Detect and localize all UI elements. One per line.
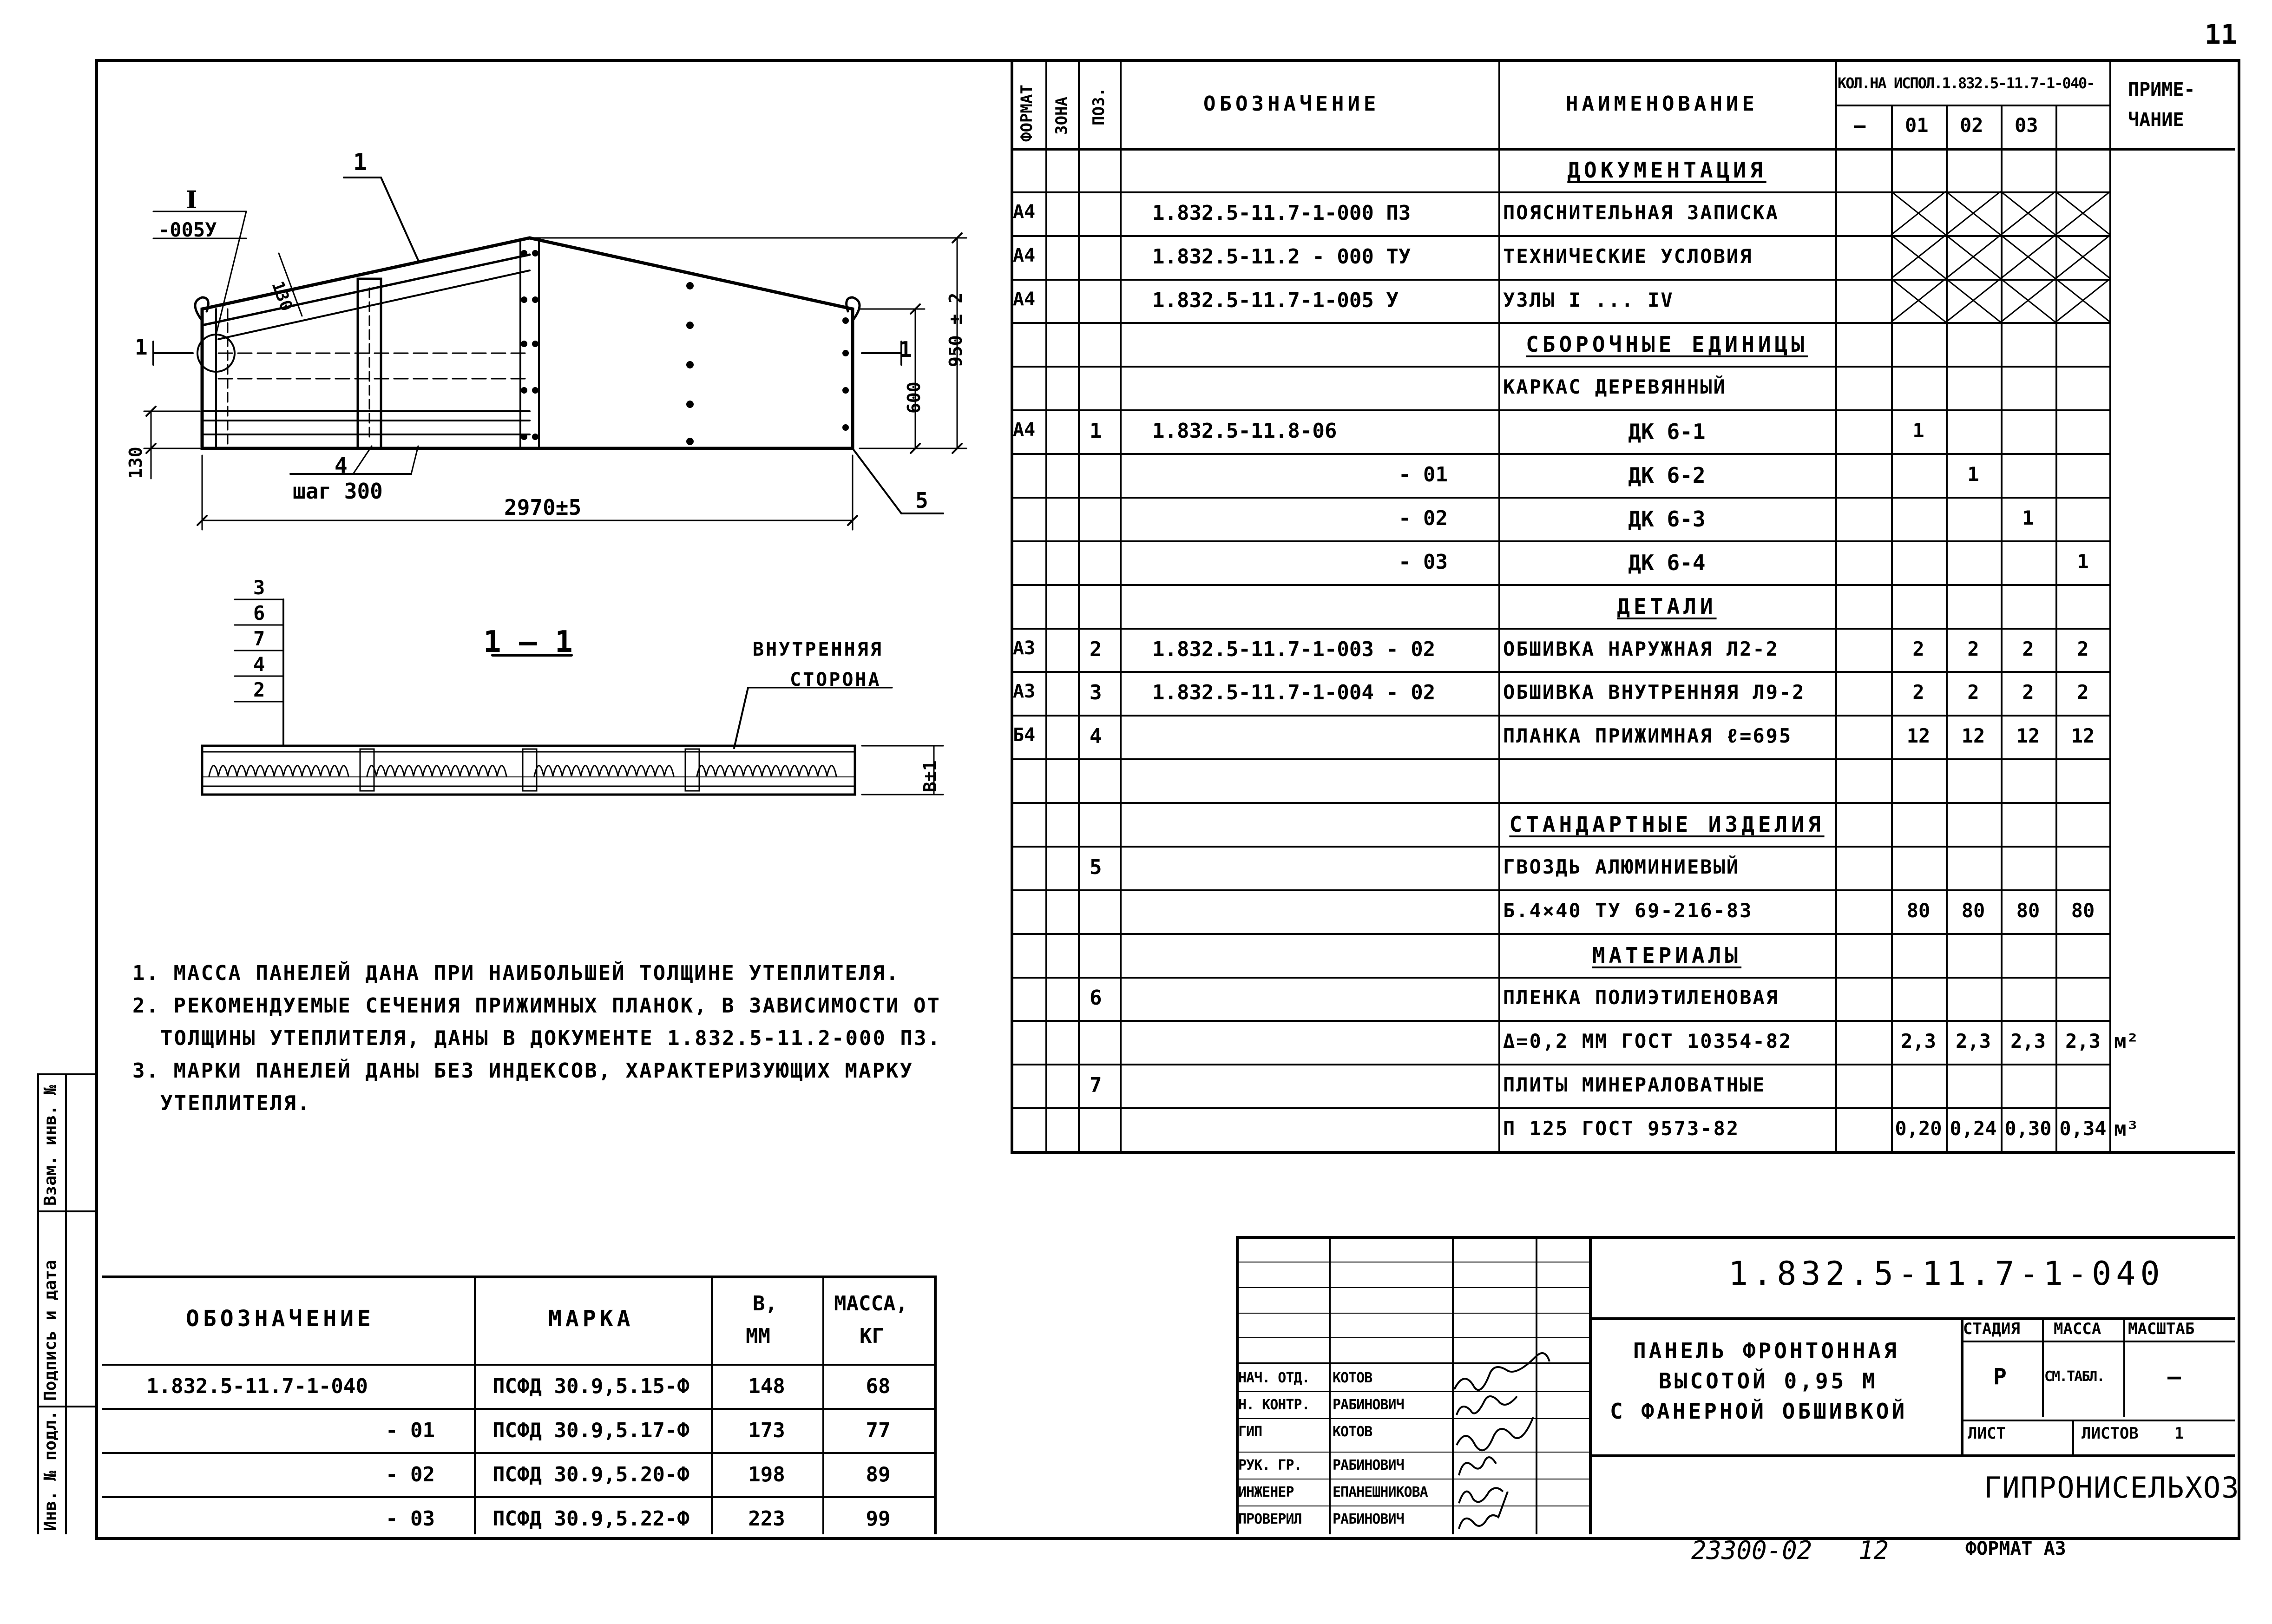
mass-header-b-2: ММ <box>746 1324 770 1348</box>
spec-qty: 12 <box>2016 724 2040 747</box>
spec-name: ДК 6-4 <box>1628 550 1706 575</box>
mass-header-designation: ОБОЗНАЧЕНИЕ <box>186 1306 374 1332</box>
spec-designation: 1.832.5-11.8-06 <box>1152 419 1337 443</box>
spec-designation: - 03 <box>1399 550 1448 574</box>
spec-pos: 7 <box>1090 1073 1102 1097</box>
header-note-2: ЧАНИЕ <box>2128 109 2184 131</box>
spec-name: ОБШИВКА НАРУЖНАЯ Л2-2 <box>1503 638 1780 660</box>
person-role: ИНЖЕНЕР <box>1238 1484 1294 1500</box>
mass-mark: ПСФД 30.9,5.20-Ф <box>492 1463 689 1486</box>
spec-designation: 1.832.5-11.7-1-004 - 02 <box>1152 681 1436 704</box>
spec-qty: 80 <box>1961 899 1985 922</box>
person-name: РАБИНОВИЧ <box>1333 1397 1404 1413</box>
person-name: КОТОВ <box>1333 1370 1372 1386</box>
spec-name: ПЛИТЫ МИНЕРАЛОВАТНЫЕ <box>1503 1073 1766 1096</box>
mass-mark: ПСФД 30.9,5.22-Ф <box>492 1507 689 1531</box>
spec-qty: 2 <box>2022 638 2034 660</box>
doc-number: 1.832.5-11.7-1-040 <box>1728 1255 2165 1293</box>
header-qty: КОЛ.НА ИСПОЛ.1.832.5-11.7-1-040- <box>1838 74 2095 92</box>
mass-b: 173 <box>748 1419 785 1442</box>
person-name: РАБИНОВИЧ <box>1333 1457 1404 1473</box>
spec-format: Б4 <box>1013 724 1036 746</box>
spec-pos: 1 <box>1090 419 1102 443</box>
person-name: ЕПАНЕШНИКОВА <box>1333 1484 1428 1500</box>
pitch-label: шаг 300 <box>293 479 383 504</box>
sheets-label: ЛИСТОВ <box>2082 1424 2139 1443</box>
spec-name: Δ=0,2 ММ ГОСТ 10354-82 <box>1503 1030 1793 1052</box>
spec-qty: 0,34 <box>2059 1117 2107 1140</box>
note-3-cont: УТЕПЛИТЕЛЯ. <box>160 1091 311 1115</box>
layer-label-4: 4 <box>253 653 265 676</box>
spec-designation: 1.832.5-11.7-1-000 ПЗ <box>1152 201 1411 225</box>
mass-value: 68 <box>866 1374 891 1398</box>
footer-page: 12 <box>1858 1536 1889 1565</box>
dim-130-left: 130 <box>125 447 146 479</box>
header-zone: ЗОНА <box>1052 97 1071 135</box>
mass-designation: - 03 <box>386 1507 435 1531</box>
spec-section-heading: ДОКУМЕНТАЦИЯ <box>1567 158 1766 183</box>
layer-label-7: 7 <box>253 627 265 650</box>
spec-qty: 80 <box>2016 899 2040 922</box>
spec-format: А4 <box>1013 419 1036 441</box>
spec-qty: 1 <box>2077 550 2089 573</box>
mass-value: СМ.ТАБЛ. <box>2044 1368 2104 1385</box>
rafter-top <box>202 255 530 325</box>
layer-label-3: 3 <box>253 576 265 599</box>
spec-format: А3 <box>1013 638 1036 659</box>
spec-pos: 6 <box>1090 986 1102 1010</box>
rafter-bottom <box>218 270 530 339</box>
stage-label: СТАДИЯ <box>1963 1320 2020 1338</box>
mass-b: 198 <box>748 1463 785 1486</box>
mass-header-mass-1: МАССА, <box>834 1292 908 1315</box>
spec-qty: 12 <box>2071 724 2095 747</box>
spec-name: УЗЛЫ I ... IV <box>1503 289 1674 311</box>
title-line-3: С ФАНЕРНОЙ ОБШИВКОЙ <box>1610 1399 1908 1424</box>
spec-name: ДК 6-2 <box>1628 463 1706 488</box>
stamp-sign-date: Подпись и дата <box>41 1260 60 1401</box>
callout-5: 5 <box>915 488 928 513</box>
header-designation: ОБОЗНАЧЕНИЕ <box>1203 92 1380 116</box>
spec-format: А4 <box>1013 289 1036 310</box>
mass-header-b-1: В, <box>753 1292 777 1315</box>
stamp-inv-orig: Инв. № подл. <box>41 1410 60 1531</box>
mass-designation: - 02 <box>386 1463 435 1486</box>
spec-qty: 1 <box>2022 506 2034 529</box>
person-role: НАЧ. ОТД. <box>1238 1370 1310 1386</box>
mass-b: 148 <box>748 1374 785 1398</box>
organization: ГИПРОНИСЕЛЬХОЗ <box>1984 1471 2240 1505</box>
header-name: НАИМЕНОВАНИЕ <box>1566 92 1758 116</box>
sheet-label: ЛИСТ <box>1968 1424 2006 1443</box>
note-1: 1. МАССА ПАНЕЛЕЙ ДАНА ПРИ НАИБОЛЬШЕЙ ТОЛЩИНЕ УТЕПЛИТЕЛЯ. <box>132 961 900 985</box>
person-role: ПРОВЕРИЛ <box>1238 1511 1302 1527</box>
spec-qty: 12 <box>1906 724 1931 747</box>
spec-designation: 1.832.5-11.7-1-005 У <box>1152 289 1399 312</box>
scale-label: МАСШТАБ <box>2128 1320 2195 1338</box>
spec-section-heading: МАТЕРИАЛЫ <box>1592 943 1742 968</box>
spec-qty: 0,24 <box>1950 1117 1997 1140</box>
header-qty-col-3: 03 <box>2015 114 2038 137</box>
mass-value: 99 <box>866 1507 891 1531</box>
section-title: 1 — 1 <box>483 625 573 659</box>
section-mark-right: 1 <box>899 337 912 362</box>
mass-header-mass-2: КГ <box>860 1324 884 1348</box>
note-2: 2. РЕКОМЕНДУЕМЫЕ СЕЧЕНИЯ ПРИЖИМНЫХ ПЛАНОК, В ЗАВИСИМОСТИ ОТ <box>132 994 941 1018</box>
spec-pos: 2 <box>1090 638 1102 661</box>
spec-name: ОБШИВКА ВНУТРЕННЯЯ Л9-2 <box>1503 681 1806 704</box>
spec-pos: 5 <box>1090 855 1102 879</box>
note-3: 3. МАРКИ ПАНЕЛЕЙ ДАНЫ БЕЗ ИНДЕКСОВ, ХАРАКТЕРИЗУЮЩИХ МАРКУ <box>132 1059 913 1083</box>
sheet-number: 11 <box>2205 19 2237 50</box>
footer-inventory: 23300-02 <box>1691 1536 1812 1565</box>
spec-qty: 2 <box>1967 638 1979 660</box>
person-role: ГИП <box>1238 1424 1262 1440</box>
spec-qty: 2 <box>2022 681 2034 704</box>
spec-qty: 2,3 <box>1901 1030 1936 1052</box>
spec-section-heading: СБОРОЧНЫЕ ЕДИНИЦЫ <box>1526 332 1808 357</box>
inner-side-label-2: СТОРОНА <box>790 669 881 690</box>
mass-value: 77 <box>866 1419 891 1442</box>
header-note-1: ПРИМЕ- <box>2128 79 2195 100</box>
dim-600: 600 <box>904 381 924 414</box>
spec-format: А4 <box>1013 201 1036 223</box>
footer-format: ФОРМАТ А3 <box>1965 1538 2066 1559</box>
spec-qty: 1 <box>1912 419 1924 442</box>
spec-name: ТЕХНИЧЕСКИЕ УСЛОВИЯ <box>1503 245 1753 268</box>
section-mark-left: 1 <box>135 335 148 360</box>
spec-name: ДК 6-3 <box>1628 506 1706 532</box>
section-ref-bottom: -005У <box>158 218 217 241</box>
panel-outline <box>202 238 853 448</box>
spec-qty: 2 <box>2077 638 2089 660</box>
person-name: РАБИНОВИЧ <box>1333 1511 1404 1527</box>
spec-name: ПЛАНКА ПРИЖИМНАЯ ℓ=695 <box>1503 724 1793 747</box>
spec-note: м³ <box>2114 1117 2139 1141</box>
dim-130-top: 130 <box>268 279 296 314</box>
layer-label-2: 2 <box>253 678 265 701</box>
spec-qty: 2 <box>1912 681 1924 704</box>
dim-950: 950 ± 2 <box>946 292 966 367</box>
spec-qty: 2 <box>2077 681 2089 704</box>
notes <box>132 957 941 1120</box>
note-2-cont: ТОЛЩИНЫ УТЕПЛИТЕЛЯ, ДАНЫ В ДОКУМЕНТЕ 1.832.5-11.2-000 ПЗ. <box>160 1026 941 1050</box>
spec-section-heading: ДЕТАЛИ <box>1617 594 1717 619</box>
spec-designation: - 01 <box>1399 463 1448 487</box>
mass-designation: - 01 <box>386 1419 435 1442</box>
person-role: РУК. ГР. <box>1238 1457 1302 1473</box>
spec-qty: 2 <box>1967 681 1979 704</box>
callout-4: 4 <box>335 453 348 478</box>
spec-name: П 125 ГОСТ 9573-82 <box>1503 1117 1740 1140</box>
spec-designation: - 02 <box>1399 506 1448 530</box>
section-ref-top: I <box>186 186 197 214</box>
header-qty-col-0: — <box>1854 114 1866 137</box>
spec-qty: 12 <box>1961 724 1985 747</box>
inner-side-label-1: ВНУТРЕННЯЯ <box>753 639 883 660</box>
dim-b: В±1 <box>920 760 940 792</box>
spec-note: м² <box>2114 1030 2139 1053</box>
spec-qty: 2,3 <box>2065 1030 2101 1052</box>
spec-format: А4 <box>1013 245 1036 266</box>
spec-name: ГВОЗДЬ АЛЮМИНИЕВЫЙ <box>1503 855 1740 878</box>
mass-designation: 1.832.5-11.7-1-040 <box>146 1374 368 1398</box>
spec-name: ДК 6-1 <box>1628 419 1706 444</box>
spec-name: Б.4×40 ТУ 69-216-83 <box>1503 899 1753 922</box>
spec-designation: 1.832.5-11.7-1-003 - 02 <box>1152 638 1436 661</box>
stage-value: Р <box>1993 1364 2007 1390</box>
mass-header-mark: МАРКА <box>548 1306 634 1332</box>
spec-format: А3 <box>1013 681 1036 702</box>
spec-designation: 1.832.5-11.2 - 000 ТУ <box>1152 245 1411 269</box>
spec-qty: 0,30 <box>2004 1117 2052 1140</box>
person-name: КОТОВ <box>1333 1424 1372 1440</box>
spec-qty: 0,20 <box>1895 1117 1942 1140</box>
title-line-2: ВЫСОТОЙ 0,95 М <box>1659 1368 1878 1394</box>
person-role: Н. КОНТР. <box>1238 1397 1310 1413</box>
spec-name: ПОЯСНИТЕЛЬНАЯ ЗАПИСКА <box>1503 201 1780 224</box>
mass-mark: ПСФД 30.9,5.17-Ф <box>492 1419 689 1442</box>
header-pos: ПОЗ. <box>1090 87 1108 125</box>
spec-qty: 80 <box>1906 899 1931 922</box>
spec-qty: 2 <box>1912 638 1924 660</box>
dim-2970: 2970±5 <box>504 495 582 520</box>
sheets-value: 1 <box>2174 1424 2184 1443</box>
stamp-replaced-inv: Взам. инв. № <box>41 1085 60 1206</box>
spec-qty: 1 <box>1967 463 1979 486</box>
header-qty-col-2: 02 <box>1960 114 1983 137</box>
mass-label: МАССА <box>2054 1320 2101 1338</box>
spec-pos: 4 <box>1090 724 1102 748</box>
spec-pos: 3 <box>1090 681 1102 704</box>
mass-mark: ПСФД 30.9,5.15-Ф <box>492 1374 689 1398</box>
title-line-1: ПАНЕЛЬ ФРОНТОННАЯ <box>1633 1338 1899 1363</box>
mass-value: 89 <box>866 1463 891 1486</box>
layer-label-6: 6 <box>253 602 265 625</box>
header-format: ФОРМАТ <box>1018 85 1036 142</box>
header-qty-col-1: 01 <box>1905 114 1929 137</box>
callout-1: 1 <box>353 149 368 176</box>
mass-b: 223 <box>748 1507 785 1531</box>
spec-qty: 80 <box>2071 899 2095 922</box>
spec-name: КАРКАС ДЕРЕВЯННЫЙ <box>1503 375 1727 398</box>
spec-section-heading: СТАНДАРТНЫЕ ИЗДЕЛИЯ <box>1509 812 1825 837</box>
spec-name: ПЛЕНКА ПОЛИЭТИЛЕНОВАЯ <box>1503 986 1780 1009</box>
scale-value: — <box>2167 1364 2181 1390</box>
spec-qty: 2,3 <box>2010 1030 2046 1052</box>
spec-qty: 2,3 <box>1956 1030 1991 1052</box>
